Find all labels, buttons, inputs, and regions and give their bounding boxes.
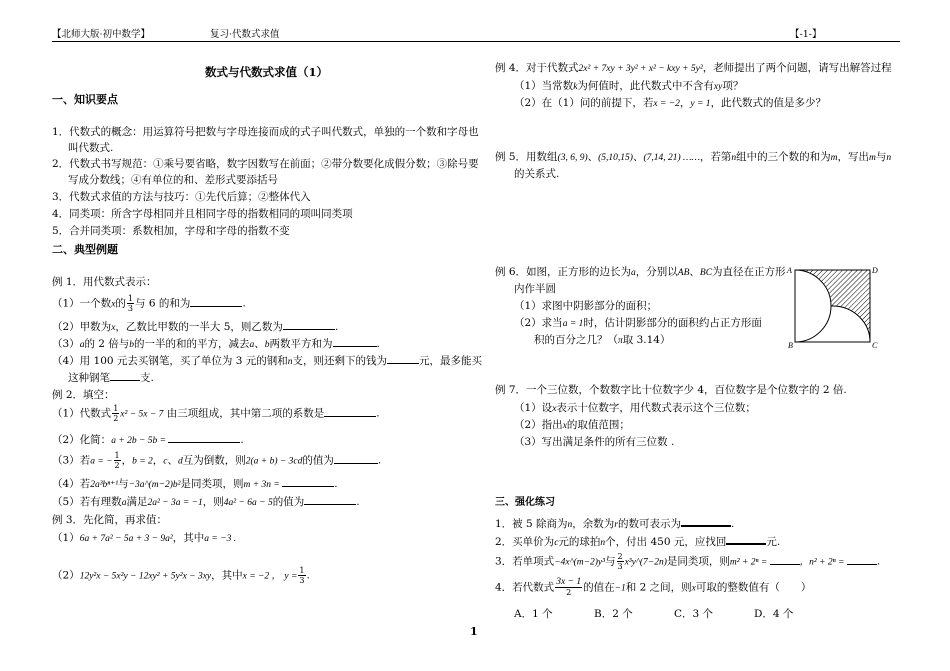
label-c: C [872, 341, 878, 350]
header-rule [52, 41, 900, 42]
example-6-line4: （2）求当a = 1时，估计阴影部分的面积约占正方形面 [514, 317, 762, 329]
knowledge-item-3: 3．代数式求值的方法与技巧：①先代后算；②整体代入 [52, 191, 311, 203]
example-1-q3: （3）a的 2 倍与b的一半的和的平方，减去a、b两数平方和为 . [52, 338, 380, 350]
example-6-line2: 内作半圆 [514, 283, 556, 295]
example-7-line1: 例 7．一个三位数，个数数字比十位数字少 4，百位数字是个位数字的 2 倍. [495, 384, 847, 396]
example-3-q1: （1）6a + 7a² − 5a + 3 − 9a²，其中a = −3 . [52, 532, 237, 544]
example-2-label: 例 2．填空： [52, 389, 115, 401]
example-3-label: 例 3．先化简，再求值： [52, 514, 168, 526]
option-a: A．1 个 [514, 608, 553, 620]
example-6-line3: （1）求图中阴影部分的面积； [514, 300, 658, 312]
example-1-q2: （2）甲数为x，乙数比甲数的一半大 5，则乙数为 . [52, 321, 339, 333]
practice-q4: 4．若代数式 $\frac{3x - 1}{2}$ 的值在−1和 2 之间，则x可取的整数值有（ ） [495, 577, 812, 597]
section1-heading: 一、知识要点 [52, 93, 118, 106]
label-d: D [872, 266, 878, 275]
page-title: 数式与代数式求值（1） [205, 65, 329, 79]
section2-heading: 二、典型例题 [52, 243, 118, 256]
example-4-line1: 例 4．对于代数式2x² + 7xy + 3y² + x² − kxy + 5y²，老师提出了两个问题，请写出解答过程 [495, 62, 892, 74]
option-c: C．3 个 [674, 608, 714, 620]
knowledge-item-2-cont: 写成分数线；④有单位的和、差形式要添括号 [68, 174, 278, 186]
example-7-line2: （1）设x表示十位数字，用代数式表示这个三位数； [514, 402, 756, 414]
example-4-line3: （2）在（1）问的前提下，若x = −2，y = 1，此代数式的值是多少？ [514, 97, 827, 109]
label-a: A [787, 266, 792, 275]
label-b: B [788, 341, 793, 350]
example-6-line1: 例 6．如图，正方形的边长为a，分别以AB、BC为直径在正方形 [495, 266, 786, 278]
section3-heading: 三、强化练习 [495, 497, 555, 508]
square-semicircle-figure [784, 264, 884, 350]
example-3-q2: （2）12y²x − 5x²y − 12xy² + 5y²x − 3xy，其中x = −2 ， y = $\frac{1}{3}$ . [52, 566, 310, 585]
example-2-q1: （1）代数式 $\frac{1}{2}$ x² − 5x − 7 由三项组成，其中第二项的系数是 . [52, 404, 380, 423]
example-2-q4: （4）若2a³bⁿ⁺¹与−3a^(m−2)b²是同类项，则m + 3n = . [52, 478, 338, 490]
example-1-q4-cont: 这种钢笔 支. [68, 372, 154, 384]
example-1-q4: （4）用 100 元去买钢笔，买了单位为 3 元的钢和n支，则还剩下的钱为 元，最多能买 [52, 355, 483, 367]
example-1-label: 例 1．用代数式表示： [52, 276, 157, 288]
knowledge-item-2: 2．代数式书写规范：①乘号要省略，数字因数写在前面；②带分数要化成假分数；③除号要 [52, 158, 479, 170]
example-2-q2: （2）化简：a + 2b − 5b = . [52, 434, 244, 446]
knowledge-item-5: 5．合并同类项：系数相加，字母和字母的指数不变 [52, 225, 290, 237]
header-left: 【北师大版·初中数学】 [52, 29, 151, 40]
practice-q1: 1．被 5 除商为n，余数为r的数可表示为 . [495, 518, 735, 530]
example-5-line2: 的关系式. [514, 168, 560, 180]
example-7-line3: （2）指出x的取值范围； [514, 419, 630, 431]
knowledge-item-1-cont: 叫代数式. [68, 142, 114, 154]
example-4-line2: （1）当常数k为何值时，此代数式中不含有xy项？ [514, 80, 744, 92]
knowledge-item-4: 4．同类项：所含字母相同并且相同字母的指数相同的项叫同类项 [52, 208, 353, 220]
example-2-q3: （3）若a = − $\frac{1}{2}$ ，b = 2，c、d互为倒数，则2(a + b) − 3cd的值为 . [52, 451, 382, 470]
example-5-line1: 例 5．用数组(3, 6, 9)、(5,10,15)、(7,14, 21) ……，若第n组中的三个数的和为m，写出m与n [495, 151, 892, 163]
header-middle: 复习·代数式求值 [210, 29, 280, 40]
example-7-line4: （3）写出满足条件的所有三位数 . [514, 436, 675, 448]
example-6-line5: 积的百分之几？（π取 3.14） [534, 334, 671, 346]
example-1-q1: （1）一个数x的 $\frac{1}{3}$ 与 6 的和为 . [52, 294, 246, 313]
practice-q2: 2．买单价为c元的球拍n个，付出 450 元，应找回 元. [495, 536, 781, 548]
page-number: 1 [470, 625, 478, 638]
option-b: B．2 个 [594, 608, 633, 620]
option-d: D．4 个 [754, 608, 794, 620]
knowledge-item-1: 1．代数式的概念：用运算符号把数与字母连接而成的式子叫代数式，单独的一个数和字母也 [52, 126, 479, 138]
header-right: 【-1-】 [790, 29, 822, 40]
practice-q3: 3．若单项式−4x^(m−2)y³与 $\frac{2}{3}$ x³y^(7−2n)是同类项，则m² + 2ⁿ = ，n² + 2ⁿ = . [495, 552, 881, 571]
example-2-q5: （5）若有理数a满足2a² − 3a = −1，则4a² − 6a − 5的值为 . [52, 496, 360, 508]
